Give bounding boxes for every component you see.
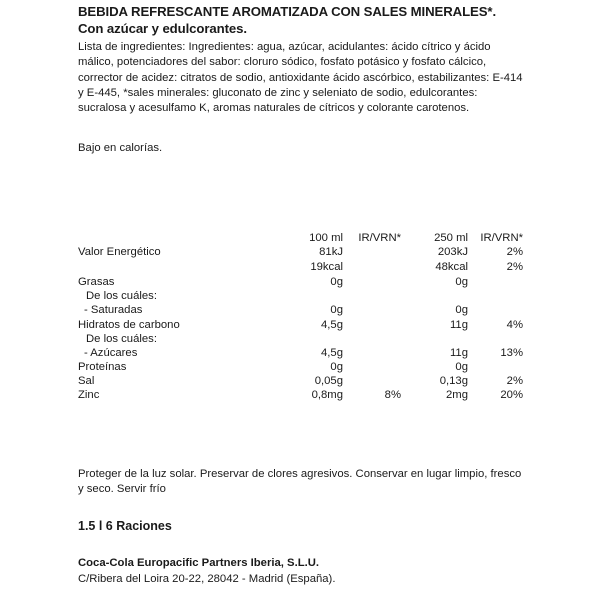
ir-250ml: 4% <box>506 319 523 331</box>
nutrient-label: Hidratos de carbono <box>78 319 180 331</box>
header-100ml: 100 ml <box>309 232 343 244</box>
nutrient-label: De los cuáles: <box>86 333 157 345</box>
value-100ml: 19kcal <box>310 261 343 273</box>
ir-250ml: 2% <box>506 261 523 273</box>
header-ir-100: IR/VRN* <box>358 232 401 244</box>
quantity-servings: 1.5 l 6 Raciones <box>78 519 172 533</box>
ir-250ml: 20% <box>500 389 523 401</box>
value-250ml: 11g <box>449 319 468 331</box>
header-ir-250: IR/VRN* <box>480 232 523 244</box>
value-250ml: 11g <box>449 347 468 359</box>
nutrient-label: Valor Energético <box>78 246 161 258</box>
value-250ml: 0g <box>455 361 468 373</box>
value-250ml: 48kcal <box>435 261 468 273</box>
value-250ml: 203kJ <box>437 246 468 258</box>
value-250ml: 2mg <box>446 389 468 401</box>
nutrient-label: - Saturadas <box>84 304 143 316</box>
value-100ml: 4,5g <box>321 319 343 331</box>
calorie-claim: Bajo en calorías. <box>78 142 163 154</box>
value-100ml: 0g <box>330 361 343 373</box>
value-100ml: 81kJ <box>319 246 343 258</box>
ir-250ml: 2% <box>506 375 523 387</box>
nutrient-label: Proteínas <box>78 361 127 373</box>
company-address: C/Ribera del Loira 20-22, 28042 - Madrid (España). <box>78 573 336 585</box>
nutrient-label: Sal <box>78 375 95 387</box>
nutrient-label: Zinc <box>78 389 100 401</box>
value-100ml: 0,8mg <box>311 389 343 401</box>
value-100ml: 4,5g <box>321 347 343 359</box>
header-250ml: 250 ml <box>434 232 468 244</box>
value-250ml: 0,13g <box>439 375 468 387</box>
nutrient-label: Grasas <box>78 276 115 288</box>
value-100ml: 0g <box>330 276 343 288</box>
nutrient-label: - Azúcares <box>84 347 138 359</box>
company-name: Coca-Cola Europacific Partners Iberia, S.L.U. <box>78 557 320 569</box>
ir-250ml: 13% <box>500 347 523 359</box>
ir-250ml: 2% <box>506 246 523 258</box>
product-title: BEBIDA REFRESCANTE AROMATIZADA CON SALES MINERALES*. Con azúcar y edulcorantes. <box>78 4 497 36</box>
nutrient-label: De los cuáles: <box>86 290 157 302</box>
ir-100ml: 8% <box>384 389 401 401</box>
nutrition-table <box>78 231 523 401</box>
ingredients-list: Lista de ingredientes: Ingredientes: agua, azúcar, acidulantes: ácido cítrico y ácido málico, potenciadores del sabor: cloruro sódico, fosfato potásico y fosfato cálcico, corrector de acidez: citratos de sodio, antioxidante ácido ascórbico, estabilizantes: E-414 y E-445, *sales minerales: gluconato de zinc y seleniato de sodio, edulcorantes: sucralosa y acesulfamo K, aromas naturales de cítricos y colorante carotenos. <box>78 41 523 115</box>
value-100ml: 0g <box>330 304 343 316</box>
value-100ml: 0,05g <box>314 375 343 387</box>
value-250ml: 0g <box>455 304 468 316</box>
storage-instructions: Proteger de la luz solar. Preservar de clores agresivos. Conservar en lugar limpio, fresco y seco. Servir frío <box>78 468 522 496</box>
value-250ml: 0g <box>455 276 468 288</box>
